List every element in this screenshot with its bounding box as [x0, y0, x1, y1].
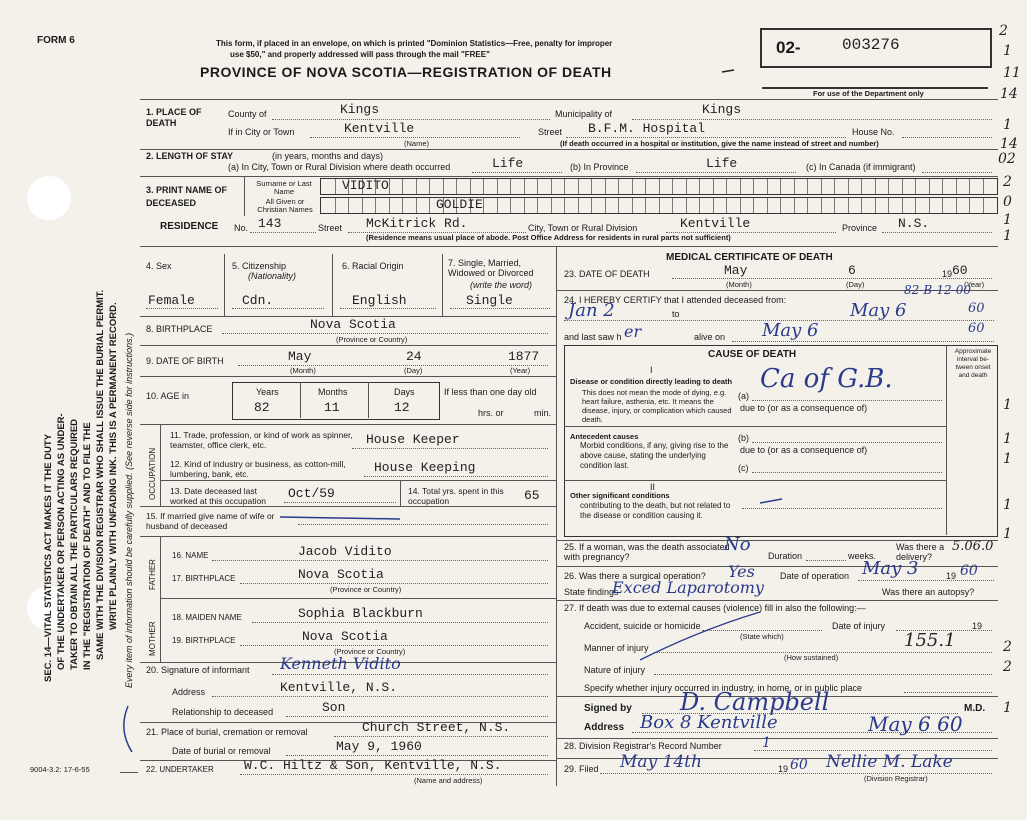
last-worked-label: 13. Date deceased last worked at this occupation [170, 486, 266, 506]
stay-b-value: Life [706, 156, 738, 171]
length-of-stay-label: 2. LENGTH OF STAY [146, 151, 234, 161]
cause-a-value: Ca of G.B. [760, 364, 893, 394]
age-label: 10. AGE in [146, 391, 190, 401]
md-label: M.D. [964, 703, 986, 714]
racial-value: English [352, 293, 407, 308]
last-seen-year: 60 [968, 321, 985, 336]
stay-b-label: (b) In Province [570, 162, 629, 172]
margin-code: 11 [1003, 65, 1021, 81]
relationship-label: Relationship to deceased [172, 707, 274, 717]
residence-number: 143 [258, 216, 282, 231]
state-which-sublabel: (State which) [740, 632, 784, 641]
form-code: 9004-3.2: 17-6-55 [30, 765, 90, 774]
margin-code: 1 [1003, 228, 1012, 244]
margin-code: 2 [1003, 639, 1012, 655]
age-years: 82 [254, 400, 270, 415]
birthplace-label: 8. BIRTHPLACE [146, 324, 213, 334]
death-day: 6 [848, 263, 856, 278]
margin-code: 1 [1003, 212, 1012, 228]
margin-code: 02 [998, 151, 1016, 167]
stay-unit-note: (in years, months and days) [272, 151, 384, 161]
death-day-sublabel: (Day) [846, 280, 865, 289]
print-name-label: 3. PRINT NAME OF DECEASED [146, 185, 228, 208]
industry-value: House Keeping [374, 460, 476, 475]
signed-by-label: Signed by [584, 703, 632, 714]
dob-month: May [288, 349, 312, 364]
dob-label: 9. DATE OF BIRTH [146, 356, 224, 366]
mother-birthplace-label: 19. BIRTHPLACE [172, 636, 236, 645]
statute-line: IN THE "REGISTRATION OF DEATH" AND TO FILE THE [82, 422, 93, 670]
occupation-side-label: OCCUPATION [148, 447, 157, 500]
father-side-label: FATHER [148, 559, 157, 590]
filed-date: May 14th [620, 752, 702, 772]
specify-label: Specify whether injury occurred in industry, in home, or in public place [584, 683, 862, 693]
city-value: Kentville [344, 121, 415, 136]
how-sustained-sublabel: (How sustained) [784, 653, 839, 662]
margin-code: 1 [1003, 397, 1012, 413]
days-label: Days [394, 387, 415, 397]
mother-side-label: MOTHER [148, 621, 157, 656]
residence-no-label: No. [234, 223, 249, 233]
months-label: Months [318, 387, 348, 397]
father-birthplace-label: 17. BIRTHPLACE [172, 574, 236, 583]
residence-note: (Residence means usual place of abode. Post Office Address for residents in rural parts not sufficient) [366, 233, 731, 242]
margin-code: 2 [999, 23, 1008, 39]
spouse-label: 15. If married give name of wife or husband of deceased [146, 511, 275, 531]
citizenship-value: Cdn. [242, 293, 274, 308]
margin-code: 1 [1003, 431, 1012, 447]
statute-line: WRITE PLAINLY WITH UNFADING INK. THIS IS A PERMANENT RECORD. [108, 302, 119, 630]
filed-year-prefix: 19 [778, 764, 789, 774]
informant-sig-label: 20. Signature of informant [146, 665, 250, 675]
autopsy-label: Was there an autopsy? [882, 587, 975, 597]
delivery-label: Was there a delivery? [896, 542, 945, 562]
statute-line: TAKER TO OBTAIN ALL THE PARTICULARS REQUIRED [69, 418, 80, 670]
day-sublabel: (Day) [404, 366, 423, 375]
injury-date-label: Date of injury [832, 621, 886, 631]
municipality-value: Kings [702, 102, 742, 117]
margin-code: 2 [1003, 174, 1012, 190]
father-bp-sublabel: (Province or Country) [330, 585, 402, 594]
part-two-label: II [650, 482, 656, 492]
physician-address-date: May 6 60 [868, 712, 963, 736]
given-value: GOLDIE [436, 197, 483, 212]
industry-label: 12. Kind of industry or business, as cotton-mill, lumbering, bank, etc. [170, 459, 346, 479]
father-birthplace-value: Nova Scotia [298, 567, 384, 582]
trade-value: House Keeper [366, 432, 460, 447]
record-number-label: 28. Division Registrar's Record Number [564, 741, 722, 751]
dob-year: 1877 [508, 349, 540, 364]
due-to-label-2: due to (or as a consequence of) [740, 445, 868, 455]
residence-street-label: Street [318, 223, 343, 233]
dept-use-note: For use of the Department only [813, 89, 924, 98]
racial-label: 6. Racial Origin [342, 261, 404, 271]
attended-to: May 6 [850, 300, 907, 321]
mother-maiden-label: 18. MAIDEN NAME [172, 613, 242, 622]
street-label: Street [538, 127, 563, 137]
death-year-prefix: 19 [942, 269, 953, 279]
death-month: May [724, 263, 748, 278]
stay-a-value: Life [492, 156, 524, 171]
side-code: 82-B-12-00 [904, 283, 972, 297]
operation-value: Yes [728, 562, 755, 581]
place-of-death-label: 1. PLACE OF DEATH [146, 107, 202, 128]
registrar-signature: Nellie M. Lake [826, 752, 953, 772]
surname-value: VIDITO [342, 178, 389, 193]
operation-date-label: Date of operation [780, 571, 850, 581]
burial-date-value: May 9, 1960 [336, 739, 422, 754]
findings-value: Exced Laparotomy [612, 578, 764, 597]
pregnancy-value: No [724, 534, 751, 555]
year-sublabel: (Year) [510, 366, 531, 375]
immediate-cause-label: Disease or condition directly leading to death [570, 377, 733, 386]
death-year-sublabel: (Year) [964, 280, 985, 289]
physician-address: Box 8 Kentville [640, 712, 778, 733]
physician-address-label: Address [584, 722, 625, 733]
attended-to-label: to [672, 309, 680, 319]
margin-code: 0 [1003, 194, 1012, 210]
mail-notice: use $50," and properly addressed will pass through the mail "FREE" [230, 50, 490, 59]
margin-figure: 155.1 [904, 630, 956, 651]
hrs-label: hrs. or [478, 408, 504, 418]
given-label: All Given or Christian Names [257, 197, 313, 214]
statute-line: OF THE UNDERTAKER OR PERSON ACTING AS UNDER- [56, 413, 67, 670]
margin-code: 1 [1003, 451, 1012, 467]
statute-line: SEC. 14—VITAL STATISTICS ACT MAKES IT THE DUTY [43, 433, 54, 682]
stay-a-label: (a) In City, Town or Rural Division where death occurred [228, 162, 451, 172]
month-sublabel: (Month) [290, 366, 316, 375]
informant-address-label: Address [172, 687, 206, 697]
date-of-death-label: 23. DATE OF DEATH [564, 269, 650, 279]
antecedent-note: Morbid conditions, if any, giving rise to the above cause, stating the underlying condition last. [580, 441, 729, 470]
certify-label: 24. I HEREBY CERTIFY that I attended deceased from: [564, 295, 787, 305]
county-value: Kings [340, 102, 380, 117]
death-year: 60 [952, 263, 968, 278]
margin-code: 1 [1003, 43, 1012, 59]
county-label: County of [228, 109, 267, 119]
manner-label: Manner of injury [584, 643, 649, 653]
immediate-cause-note: This does not mean the mode of dying, e.g. heart failure, asthenia, etc. It means the disease, injury, or complication which caused death. [582, 388, 732, 424]
sex-label: 4. Sex [146, 261, 172, 271]
margin-figure: 5.06.0 [952, 539, 994, 554]
injury-year-prefix: 19 [972, 621, 983, 631]
page-title: PROVINCE OF NOVA SCOTIA—REGISTRATION OF DEATH [200, 64, 612, 80]
findings-label: State findings [564, 587, 619, 597]
antecedent-label: Antecedent causes [570, 432, 639, 441]
years-label: Years [256, 387, 279, 397]
part-one-label: I [650, 365, 653, 375]
weeks-label: weeks. [848, 551, 877, 561]
total-years-value: 65 [524, 488, 540, 503]
burial-date-label: Date of burial or removal [172, 746, 271, 756]
nature-label: Nature of injury [584, 665, 646, 675]
accident-label: Accident, suicide or homicide [584, 621, 701, 631]
mother-maiden-value: Sophia Blackburn [298, 606, 423, 621]
margin-code: 2 [1003, 659, 1012, 675]
attended-year: 60 [968, 301, 985, 316]
surname-label: Surname or Last Name [256, 179, 312, 196]
other-conditions-label: Other significant conditions [570, 491, 670, 500]
marital-value: Single [466, 293, 513, 308]
last-seen-pronoun: er [624, 322, 642, 341]
physician-signature: D. Campbell [680, 688, 830, 716]
residence-label: RESIDENCE [160, 221, 219, 232]
last-seen-label: and last saw h [564, 332, 622, 342]
sex-value: Female [148, 293, 195, 308]
residence-province: N.S. [898, 216, 930, 231]
dob-day: 24 [406, 349, 422, 364]
margin-code: 14 [1000, 136, 1018, 152]
other-conditions-note: contributing to the death, but not related to the disease or condition causing it. [580, 501, 731, 520]
birthplace-value: Nova Scotia [310, 317, 396, 332]
death-month-sublabel: (Month) [726, 280, 752, 289]
undertaker-sublabel: (Name and address) [414, 776, 483, 785]
citizenship-label: 5. Citizenship [232, 261, 287, 271]
street-value: B.F.M. Hospital [588, 121, 706, 136]
margin-code: 1 [1003, 117, 1012, 133]
pregnancy-label: 25. If a woman, was the death associated with pregnancy? [564, 542, 730, 562]
medical-title: MEDICAL CERTIFICATE OF DEATH [666, 252, 833, 263]
registration-number: 003276 [842, 36, 900, 54]
burial-place-label: 21. Place of burial, cremation or removal [146, 727, 308, 737]
margin-code: 1 [1003, 497, 1012, 513]
margin-figure: 1 [762, 735, 771, 751]
cause-b-label: (b) [738, 433, 749, 443]
municipality-label: Municipality of [555, 109, 613, 119]
cause-title: CAUSE OF DEATH [708, 349, 797, 360]
op-year-prefix: 19 [946, 571, 957, 581]
birthplace-sublabel: (Province or Country) [336, 335, 408, 344]
father-name-value: Jacob Vidito [298, 544, 392, 559]
mother-birthplace-value: Nova Scotia [302, 629, 388, 644]
mail-notice: This form, if placed in an envelope, on which is printed "Dominion Statistics—Free, penalty for improper [216, 39, 613, 48]
duration-label: Duration [768, 551, 803, 561]
less-day-label: If less than one day old [444, 387, 537, 397]
father-name-label: 16. NAME [172, 551, 209, 560]
marital-label: 7. Single, Married, Widowed or Divorced [448, 258, 534, 278]
undertaker-value: W.C. Hiltz & Son, Kentville, N.S. [244, 758, 502, 773]
margin-code: 14 [1000, 86, 1018, 102]
interval-label: Approximate interval be-tween onset and death [954, 348, 992, 379]
margin-code: 1 [1003, 526, 1012, 542]
residence-province-label: Province [842, 223, 878, 233]
hospital-note: (If death occurred in a hospital or institution, give the name instead of street and number) [560, 139, 879, 148]
mother-bp-sublabel: (Province or Country) [334, 647, 406, 656]
filed-label: 29. Filed [564, 764, 599, 774]
filed-year: 60 [790, 757, 808, 773]
statute-line: SAME WITH THE DIVISION REGISTRAR WHO SHALL ISSUE THE BURIAL PERMIT. [95, 289, 106, 660]
residence-city: Kentville [680, 216, 751, 231]
registration-prefix: 02- [776, 38, 801, 57]
marital-sublabel: (write the word) [470, 280, 533, 290]
attended-from: Jan 2 [568, 300, 615, 321]
informant-signature: Kenneth Vidito [280, 654, 401, 673]
total-years-label: 14. Total yrs. spent in this occupation [408, 486, 504, 506]
age-days: 12 [394, 400, 410, 415]
age-months: 11 [324, 400, 340, 415]
form-label: FORM 6 [37, 35, 75, 46]
city-label: If in City or Town [228, 127, 295, 137]
residence-street: McKitrick Rd. [366, 216, 468, 231]
house-label: House No. [852, 127, 895, 137]
cause-a-label: (a) [738, 391, 749, 401]
margin-code: 1 [1003, 700, 1012, 716]
alive-on-label: alive on [694, 332, 726, 342]
last-worked-value: Oct/59 [288, 486, 335, 501]
burial-place-value: Church Street, N.S. [362, 720, 511, 735]
residence-city-label: City, Town or Rural Division [528, 223, 638, 233]
name-sublabel: (Name) [404, 139, 430, 148]
due-to-label-1: due to (or as a consequence of) [740, 403, 868, 413]
registrar-sublabel: (Division Registrar) [864, 774, 928, 783]
informant-address-value: Kentville, N.S. [280, 680, 398, 695]
stay-c-label: (c) In Canada (if immigrant) [806, 162, 916, 172]
external-causes-label: 27. If death was due to external causes (violence) fill in also the following:— [564, 603, 866, 613]
citizenship-sublabel: (Nationality) [248, 271, 297, 281]
undertaker-label: 22. UNDERTAKER [146, 765, 214, 774]
operation-label: 26. Was there a surgical operation? [564, 571, 706, 581]
relationship-value: Son [322, 700, 346, 715]
operation-date: May 3 [862, 558, 919, 579]
last-seen-date: May 6 [762, 320, 819, 341]
cause-c-label: (c) [738, 463, 749, 473]
operation-year: 60 [960, 563, 978, 579]
trade-label: 11. Trade, profession, or kind of work as spinner, teamster, office clerk, etc. [170, 430, 353, 450]
min-label: min. [534, 408, 552, 418]
instruction-text: Every item of information should be carefully supplied. (See reverse side for instructions.) [124, 332, 134, 688]
